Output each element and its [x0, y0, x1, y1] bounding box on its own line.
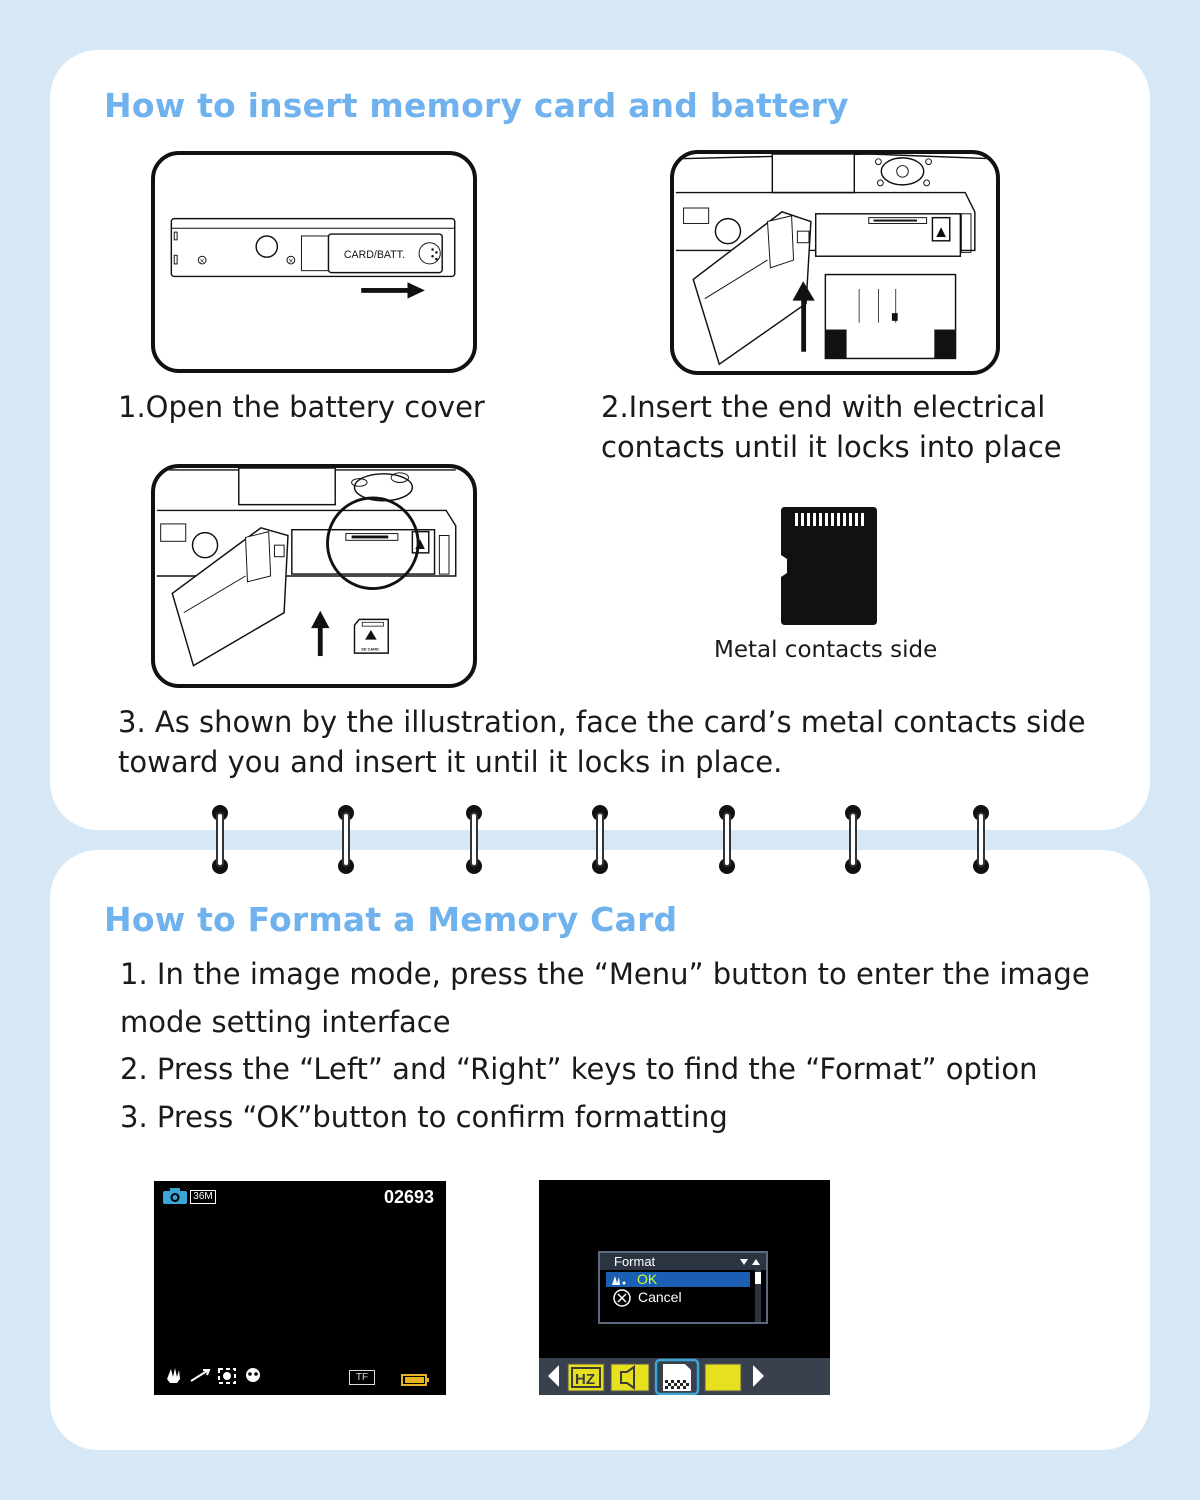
shot-count: 02693: [383, 1187, 434, 1207]
cover-label: CARD/BATT.: [343, 249, 405, 262]
microsd-card-icon: [781, 507, 877, 625]
step2-caption-line2: contacts until it locks into place: [601, 430, 1062, 464]
svg-text:×: ×: [199, 256, 205, 265]
camera-image-mode-screen: [154, 1181, 446, 1395]
smile-icon: [191, 1370, 209, 1381]
format-cancel-option[interactable]: Cancel: [638, 1289, 682, 1305]
format-ok-icon: [610, 1274, 628, 1286]
blink-icon: [246, 1368, 260, 1382]
format-step-1: 1. In the image mode, press the “Menu” button to enter the image: [120, 957, 1090, 991]
scroll-arrows-icon: [740, 1257, 762, 1267]
binder-ring-icon: [335, 800, 357, 880]
format-menu-title: Format: [600, 1253, 766, 1270]
settings-tab-bar: [539, 1358, 830, 1395]
metal-contacts-label: Metal contacts side: [714, 637, 938, 663]
cancel-circle-icon: [610, 1289, 634, 1307]
resolution-badge: 36M: [190, 1190, 216, 1204]
format-ok-option[interactable]: OK: [606, 1272, 750, 1287]
step3-caption: [118, 702, 1086, 782]
binder-ring-icon: [970, 800, 992, 880]
step3-caption-line2: toward you and insert it until it locks in place.: [118, 745, 783, 779]
format-menu: [598, 1251, 768, 1324]
binder-rings: [0, 800, 1200, 885]
insert-heading: How to insert memory card and battery: [104, 86, 849, 125]
binder-ring-icon: [842, 800, 864, 880]
chevron-right-icon[interactable]: [753, 1365, 764, 1387]
insert-battery-illustration: [670, 150, 1000, 375]
storage-badge: TF: [349, 1370, 375, 1385]
hz-tab-label: HZ: [575, 1371, 595, 1388]
format-steps: [120, 951, 1090, 1141]
tab-next[interactable]: [705, 1364, 741, 1391]
camera-icon: [163, 1188, 187, 1204]
step3-caption-line1: 3. As shown by the illustration, face the card’s metal contacts side: [118, 705, 1086, 739]
format-heading: How to Format a Memory Card: [104, 900, 678, 939]
sd-card-label: SD CARD: [361, 647, 379, 652]
svg-text:×: ×: [287, 256, 294, 265]
open-cover-illustration: [151, 151, 477, 373]
step2-caption: [601, 387, 1062, 467]
anti-shake-icon: [167, 1368, 180, 1383]
arrow-up-icon: [311, 611, 329, 628]
mode-status-icons: [163, 1365, 271, 1387]
tab-sound[interactable]: [611, 1364, 649, 1391]
step2-caption-line1: 2.Insert the end with electrical: [601, 390, 1046, 424]
battery-icon: [401, 1374, 429, 1386]
binder-ring-icon: [209, 800, 231, 880]
arrow-right-icon: [408, 282, 425, 298]
binder-ring-icon: [589, 800, 611, 880]
binder-ring-icon: [463, 800, 485, 880]
format-step-3: 3. Press “OK”button to confirm formatting: [120, 1099, 728, 1134]
step1-caption: 1.Open the battery cover: [118, 390, 485, 424]
binder-ring-icon: [716, 800, 738, 880]
format-step-2: 2. Press the “Left” and “Right” keys to find the “Format” option: [120, 1052, 1038, 1086]
menu-scrollbar[interactable]: [755, 1270, 761, 1322]
chevron-left-icon[interactable]: [548, 1365, 559, 1387]
camera-format-screen: [539, 1180, 830, 1395]
format-step-1-cont: mode setting interface: [120, 1004, 451, 1039]
insert-card-illustration: [151, 464, 477, 688]
